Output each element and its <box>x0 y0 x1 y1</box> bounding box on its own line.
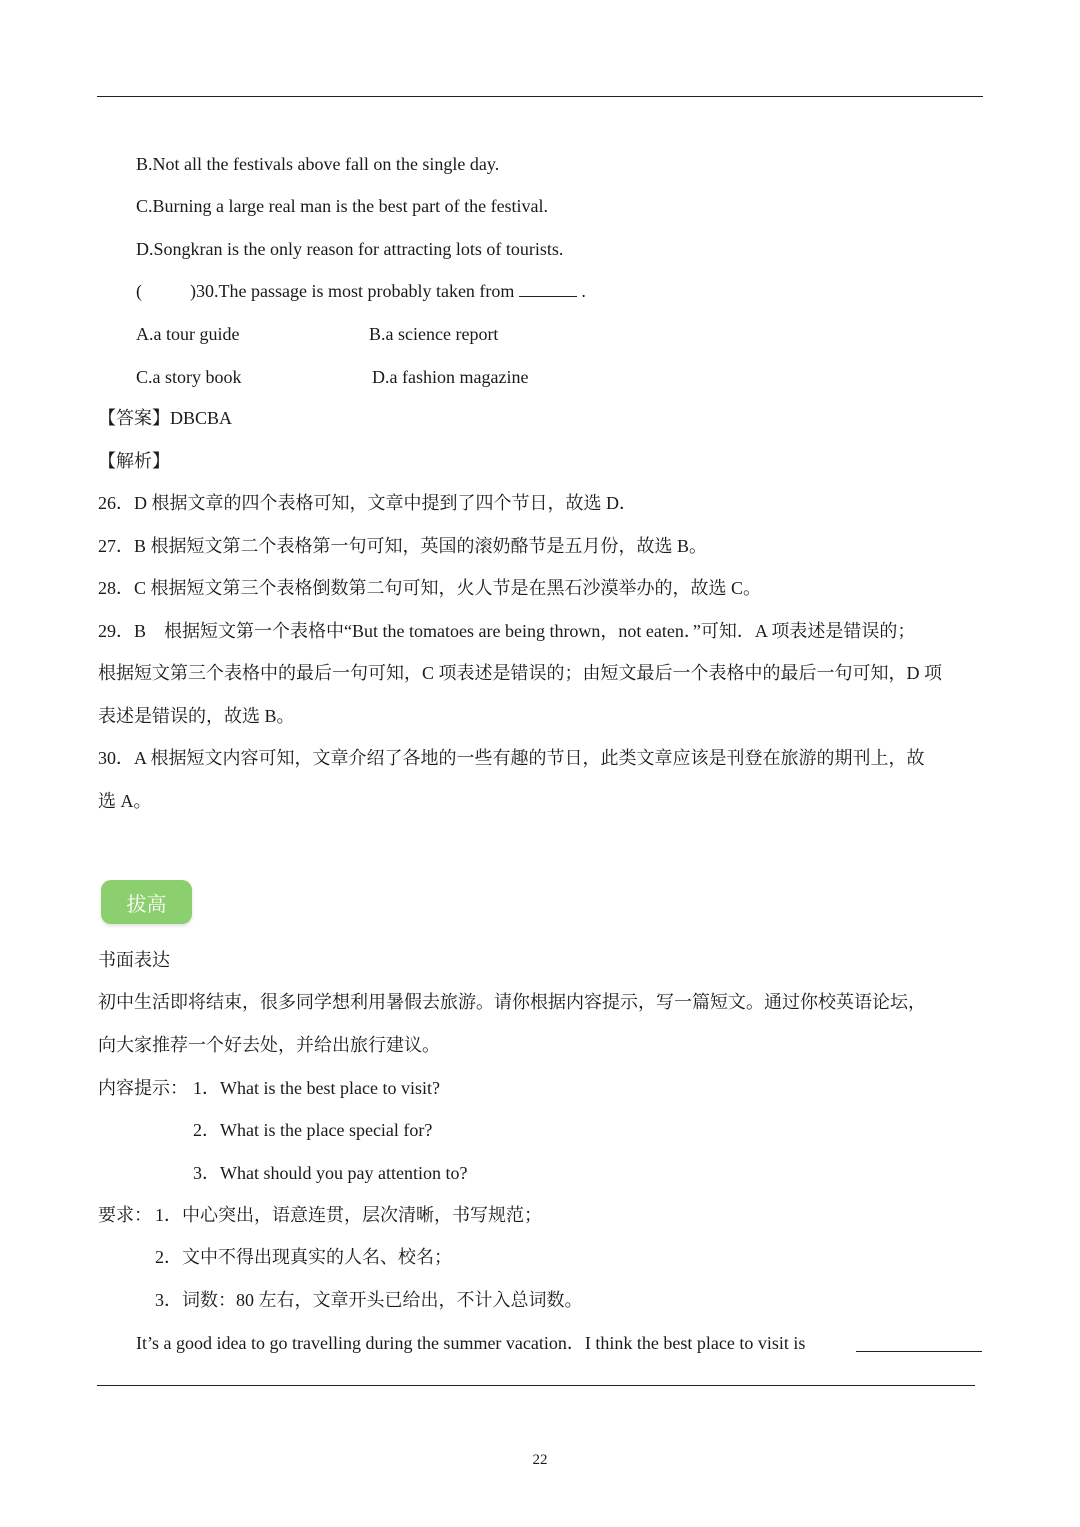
q30-paren-open: ( <box>136 281 142 301</box>
requirements-label: 要求： <box>98 1205 152 1225</box>
answer-blank <box>519 280 577 297</box>
hints-label: 内容提示： <box>98 1078 188 1098</box>
answer-value: DBCBA <box>170 408 233 428</box>
requirement-item: 1．中心突出，语意连贯，层次清晰，书写规范； <box>155 1205 542 1225</box>
hint-item: 1．What is the best place to visit? <box>193 1078 440 1098</box>
analysis-line: 27．B 根据短文第二个表格第一句可知，英国的滚奶酪节是五月份，故选 B。 <box>98 536 708 556</box>
analysis-line: 表述是错误的，故选 B。 <box>98 706 295 726</box>
analysis-line: 选 A。 <box>98 791 152 811</box>
q30-option-a: A.a tour guide <box>136 324 240 344</box>
q30-stem-text: )30.The passage is most probably taken from <box>190 281 515 301</box>
requirement-item: 2．文中不得出现真实的人名、校名； <box>155 1247 452 1267</box>
answer-line <box>98 406 232 430</box>
section-badge: 拔高 <box>101 880 192 924</box>
analysis-line: 28．C 根据短文第三个表格倒数第二句可知，火人节是在黑石沙漠举办的，故选 C。 <box>98 578 762 598</box>
q29-option-d: D.Songkran is the only reason for attracting lots of tourists. <box>136 239 564 259</box>
q30-option-d: D.a fashion magazine <box>372 367 529 387</box>
writing-title: 书面表达 <box>98 950 170 970</box>
analysis-line: 30．A 根据短文内容可知，文章介绍了各地的一些有趣的节日，此类文章应该是刊登在旅游的期刊上，故 <box>98 748 925 768</box>
essay-opening-text: It’s a good idea to go travelling during the summer vacation．I think the best place to visit is <box>136 1333 806 1353</box>
q29-option-b: B.Not all the festivals above fall on the single day. <box>136 154 500 174</box>
writing-intro-1: 初中生活即将结束，很多同学想利用暑假去旅游。请你根据内容提示，写一篇短文。通过你校英语论坛， <box>98 992 926 1012</box>
page-number: 22 <box>532 1452 548 1468</box>
q30-period: . <box>581 281 586 301</box>
q30-option-c: C.a story book <box>136 367 242 387</box>
writing-intro-2: 向大家推荐一个好去处，并给出旅行建议。 <box>98 1035 440 1055</box>
essay-opening <box>136 1331 805 1355</box>
analysis-line: 根据短文第三个表格中的最后一句可知，C 项表述是错误的；由短文最后一个表格中的最后一句可知，D 项 <box>98 663 943 683</box>
analysis-line: 26．D 根据文章的四个表格可知，文章中提到了四个节日，故选 D． <box>98 493 637 513</box>
essay-blank-line <box>856 1351 982 1352</box>
hint-item: 3．What should you pay attention to? <box>193 1163 468 1183</box>
requirement-item: 3．词数：80 左右，文章开头已给出，不计入总词数。 <box>155 1290 583 1310</box>
hint-item: 2．What is the place special for? <box>193 1120 433 1140</box>
q30-option-b: B.a science report <box>369 324 499 344</box>
header-rule <box>97 96 983 97</box>
analysis-label: 【解析】 <box>98 451 170 471</box>
q29-option-c: C.Burning a large real man is the best part of the festival. <box>136 196 549 216</box>
answer-label: 【答案】 <box>98 408 170 428</box>
q30-stem <box>136 279 586 303</box>
analysis-line: 29．B 根据短文第一个表格中“But the tomatoes are being thrown，not eaten．”可知．A 项表述是错误的； <box>98 621 916 641</box>
essay-writing-line <box>97 1385 975 1386</box>
